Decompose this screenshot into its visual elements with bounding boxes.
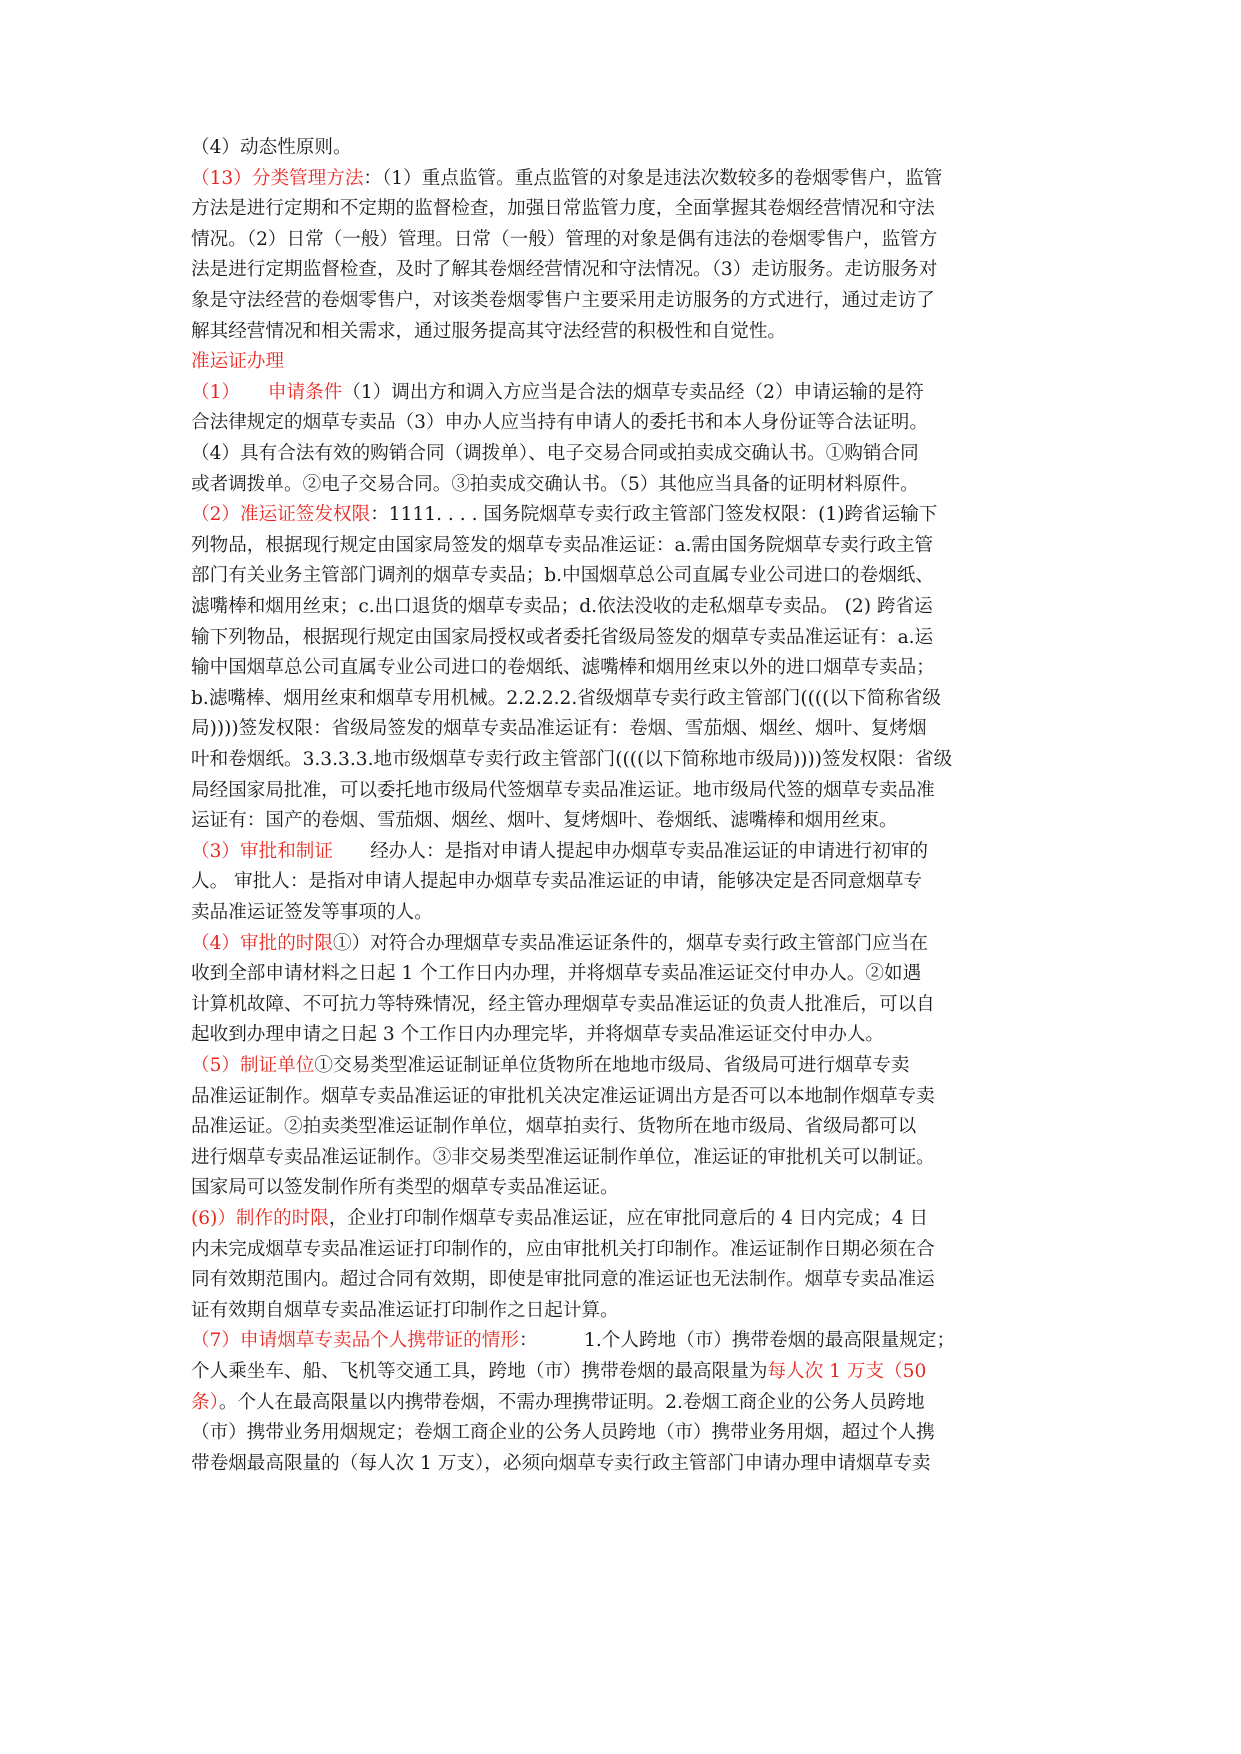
text-line [191,990,1051,1020]
text-line [191,1143,1051,1173]
text-line [191,1265,1051,1295]
body-text: ：1111. . . . 国务院烟草专卖行政主管部门签发权限：(1)跨省运输下 [370,504,938,526]
body-text: ： 1.个人跨地（市）携带卷烟的最高限量规定； [518,1330,956,1352]
text-line [191,929,1051,959]
body-text: 收到全部申请材料之日起 1 个工作日内办理，并将烟草专卖品准运证交付申办人。②如遇 [191,963,922,985]
highlighted-heading: 准运证办理 [191,351,284,373]
body-text: 带卷烟最高限量的（每人次 1 万支），必须向烟草专卖行政主管部门申请办理申请烟草专卖 [191,1452,931,1474]
highlighted-heading: 每人次 1 万支（50 [767,1361,927,1382]
body-text: 个人乘坐车、船、飞机等交通工具，跨地（市）携带卷烟的最高限量为 [191,1361,768,1382]
body-text: 。个人在最高限量以内携带卷烟，不需办理携带证明。2.卷烟工商企业的公务人员跨地 [218,1391,925,1413]
body-text: b.滤嘴棒、烟用丝束和烟草专用机械。2.2.2.2.省级烟草专卖行政主管部门((((以下简称省级 [191,687,941,709]
body-text: 或者调拨单。②电子交易合同。③拍卖成交确认书。（5）其他应当具备的证明材料原件。 [191,473,919,495]
body-text: （4）具有合法有效的购销合同（调拨单）、电子交易合同或拍卖成交确认书。①购销合同 [191,443,919,464]
text-line [191,1449,1051,1479]
text-line [191,408,1051,438]
text-line [191,867,1051,897]
text-line [191,776,1051,806]
body-text: ，企业打印制作烟草专卖品准运证，应在审批同意后的 4 日内完成；4 日 [328,1208,929,1229]
text-line [191,500,1051,530]
body-text: （4）动态性原则。 [191,137,352,158]
body-text: ：（1）重点监管。重点监管的对象是违法次数较多的卷烟零售户，监管 [363,167,943,189]
text-line [191,1357,1051,1387]
text-line [191,684,1051,714]
text-line [191,623,1051,653]
body-text: 局经国家局批准，可以委托地市级局代签烟草专卖品准运证。地市级局代签的烟草专卖品准 [191,779,935,801]
text-line [191,592,1051,622]
text-line [191,1112,1051,1142]
highlighted-heading: （13）分类管理方法 [191,167,364,189]
body-text: 卖品准运证签发等事项的人。 [191,902,433,923]
text-line [191,714,1051,744]
body-text: 叶和卷烟纸。3.3.3.3.地市级烟草专卖行政主管部门((((以下简称地市级局))))签发权限：省级 [191,749,953,770]
highlighted-heading: （4）审批的时限 [191,932,333,954]
text-line [191,133,1051,163]
highlighted-heading: （2）准运证签发权限 [191,504,371,526]
text-line [191,470,1051,500]
text-line [191,806,1051,836]
text-line [191,837,1051,867]
body-text: 品准运证。②拍卖类型准运证制作单位，烟草拍卖行、货物所在地市级局、省级局都可以 [191,1116,917,1138]
text-line [191,255,1051,285]
body-text: 经办人：是指对申请人提起申办烟草专卖品准运证的申请进行初审的 [333,840,929,862]
text-line [191,898,1051,928]
body-text: 象是守法经营的卷烟零售户，对该类卷烟零售户主要采用走访服务的方式进行，通过走访了 [191,290,935,311]
body-text: 方法是进行定期和不定期的监督检查，加强日常监管力度，全面掌握其卷烟经营情况和守法 [191,198,935,220]
highlighted-heading: （1） 申请条件 [191,381,343,403]
body-text: 列物品，根据现行规定由国家局签发的烟草专卖品准运证：a.需由国务院烟草专卖行政主管 [191,534,934,556]
text-line [191,1173,1051,1203]
body-text: 进行烟草专卖品准运证制作。③非交易类型准运证制作单位，准运证的审批机关可以制证。 [191,1146,935,1168]
text-line [191,164,1051,194]
body-text: （市）携带业务用烟规定；卷烟工商企业的公务人员跨地（市）携带业务用烟，超过个人携 [191,1422,935,1444]
highlighted-heading: (6)）制作的时限 [191,1208,329,1229]
text-line [191,317,1051,347]
body-text: 计算机故障、不可抗力等特殊情况，经主管办理烟草专卖品准运证的负责人批准后，可以自 [191,993,935,1015]
body-text: ①）对符合办理烟草专卖品准运证条件的，烟草专卖行政主管部门应当在 [333,932,929,954]
text-line [191,194,1051,224]
text-line [191,439,1051,469]
body-text: 起收到办理申请之日起 3 个工作日内办理完毕，并将烟草专卖品准运证交付申办人。 [191,1024,885,1046]
text-line [191,1204,1051,1234]
body-text: 同有效期范围内。超过合同有效期，即使是审批同意的准运证也无法制作。烟草专卖品准运 [191,1269,935,1291]
highlighted-heading: （5）制证单位 [191,1055,315,1076]
body-text: 解其经营情况和相关需求，通过服务提高其守法经营的积极性和自觉性。 [191,320,787,342]
body-text: 输下列物品，根据现行规定由国家局授权或者委托省级局签发的烟草专卖品准运证有：a.运 [191,626,934,648]
text-line [191,1296,1051,1326]
text-line [191,745,1051,775]
highlighted-heading: （3）审批和制证 [191,840,333,862]
body-text: 部门有关业务主管部门调剂的烟草专卖品；b.中国烟草总公司直属专业公司进口的卷烟纸、 [191,565,934,587]
text-line [191,531,1051,561]
text-line [191,286,1051,316]
body-text: 品准运证制作。烟草专卖品准运证的审批机关决定准运证调出方是否可以本地制作烟草专卖 [191,1085,935,1107]
body-text: 人。 审批人：是指对申请人提起申办烟草专卖品准运证的申请，能够决定是否同意烟草专 [191,871,923,893]
text-line [191,1235,1051,1265]
body-text: 输中国烟草总公司直属专业公司进口的卷烟纸、滤嘴棒和烟用丝束以外的进口烟草专卖品； [191,657,935,679]
body-text: 运证有：国产的卷烟、雪茄烟、烟丝、烟叶、复烤烟叶、卷烟纸、滤嘴棒和烟用丝束。 [191,810,898,832]
body-text: 证有效期自烟草专卖品准运证打印制作之日起计算。 [191,1299,619,1321]
highlighted-heading: （7）申请烟草专卖品个人携带证的情形 [191,1330,519,1352]
body-text: （1）调出方和调入方应当是合法的烟草专卖品经（2）申请运输的是符 [342,381,924,403]
text-line [191,225,1051,255]
text-line [191,1051,1051,1081]
text-line [191,653,1051,683]
body-text: 内未完成烟草专卖品准运证打印制作的，应由审批机关打印制作。准运证制作日期必须在合 [191,1238,935,1260]
body-text: 合法律规定的烟草专卖品（3）申办人应当持有申请人的委托书和本人身份证等合法证明。 [191,412,928,434]
text-line [191,959,1051,989]
text-line [191,1082,1051,1112]
text-line [191,1020,1051,1050]
body-text: 国家局可以签发制作所有类型的烟草专卖品准运证。 [191,1177,619,1199]
body-text: 法是进行定期监督检查，及时了解其卷烟经营情况和守法情况。（3）走访服务。走访服务对 [191,259,938,281]
text-line [191,1418,1051,1448]
text-line [191,561,1051,591]
body-text: 情况。（2）日常（一般）管理。日常（一般）管理的对象是偶有违法的卷烟零售户，监管方 [191,228,938,250]
highlighted-heading: 条） [191,1391,219,1413]
body-text: 滤嘴棒和烟用丝束；c.出口退货的烟草专卖品；d.依法没收的走私烟草专卖品。 (2) 跨省运 [191,596,933,617]
body-text: 局))))签发权限：省级局签发的烟草专卖品准运证有：卷烟、雪茄烟、烟丝、烟叶、复烤烟 [191,718,927,740]
text-line [191,1326,1051,1356]
text-line [191,378,1051,408]
text-line [191,347,1051,377]
body-text: ①交易类型准运证制证单位货物所在地地市级局、省级局可进行烟草专卖 [314,1055,910,1076]
text-line [191,1388,1051,1418]
